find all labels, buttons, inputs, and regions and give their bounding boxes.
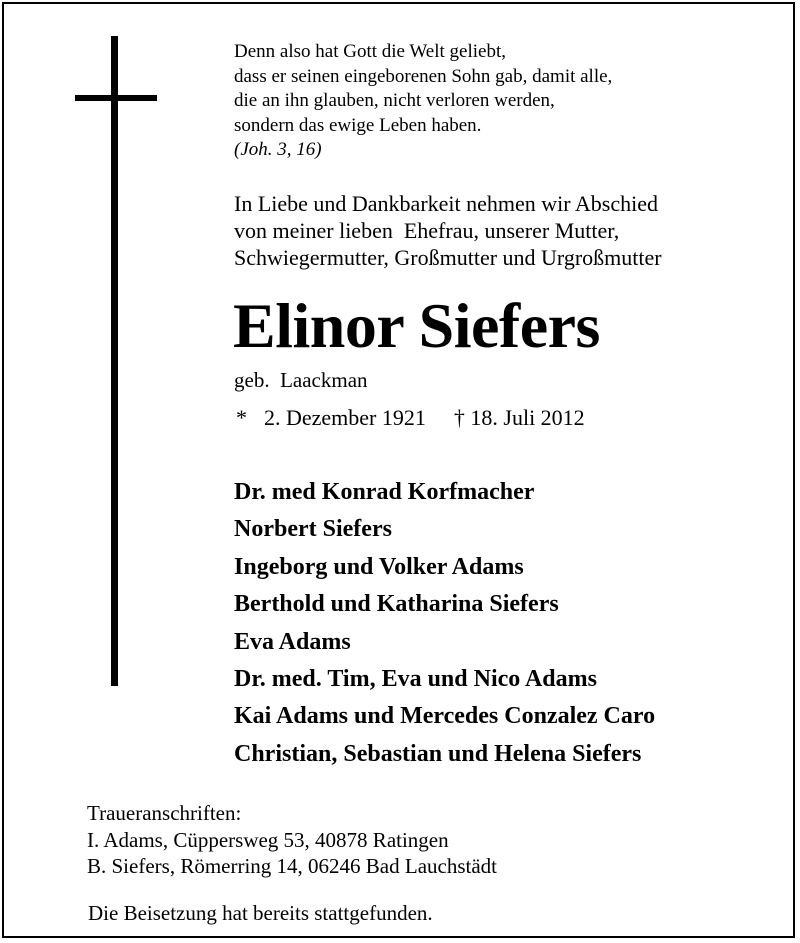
mourner-entry: Ingeborg und Volker Adams <box>234 553 524 580</box>
farewell-line: Schwiegermutter, Großmutter und Urgroßmutter <box>234 245 662 270</box>
condolence-addresses <box>87 800 497 880</box>
addresses-heading: Traueranschriften: <box>87 801 242 825</box>
bible-verse <box>234 40 612 163</box>
verse-line: sondern das ewige Leben haben. <box>234 114 482 136</box>
verse-line: Denn also hat Gott die Welt geliebt, <box>234 41 506 62</box>
death-date: 18. Juli 2012 <box>470 405 585 430</box>
mourner-entry: Christian, Sebastian und Helena Siefers <box>234 740 642 767</box>
cross-vertical-bar <box>111 36 118 686</box>
farewell-line: von meiner lieben Ehefrau, unserer Mutter, <box>234 218 620 243</box>
farewell-line: In Liebe und Dankbarkeit nehmen wir Abschied <box>234 191 658 216</box>
life-dates <box>236 404 585 432</box>
mourner-entry: Kai Adams und Mercedes Conzalez Caro <box>234 703 656 730</box>
mourner-entry: Norbert Siefers <box>234 516 392 543</box>
mourner-entry: Dr. med. Tim, Eva und Nico Adams <box>234 666 597 693</box>
cross-horizontal-bar <box>75 95 157 101</box>
mourner-entry: Berthold und Katharina Siefers <box>234 591 559 618</box>
birth-date: 2. Dezember 1921 <box>264 405 426 430</box>
verse-reference: (Joh. 3, 16) <box>234 139 322 160</box>
maiden-name: geb. Laackman <box>234 368 368 392</box>
death-cross-icon: † <box>453 405 465 430</box>
mourner-entry: Dr. med Konrad Korfmacher <box>234 479 535 505</box>
address-line: B. Siefers, Römerring 14, 06246 Bad Lauchstädt <box>87 854 498 878</box>
birth-star-icon: * <box>236 405 247 430</box>
address-line: I. Adams, Cüppersweg 53, 40878 Ratingen <box>87 827 449 852</box>
verse-line: dass er seinen eingeborenen Sohn gab, damit alle, <box>234 65 613 87</box>
farewell-text <box>234 190 662 271</box>
verse-line: die an ihn glauben, nicht verloren werden, <box>234 90 555 111</box>
deceased-name: Elinor Siefers <box>233 290 600 361</box>
mourner-entry: Eva Adams <box>234 628 351 655</box>
mourners-list <box>234 474 655 773</box>
burial-note: Die Beisetzung hat bereits stattgefunden. <box>88 901 433 925</box>
